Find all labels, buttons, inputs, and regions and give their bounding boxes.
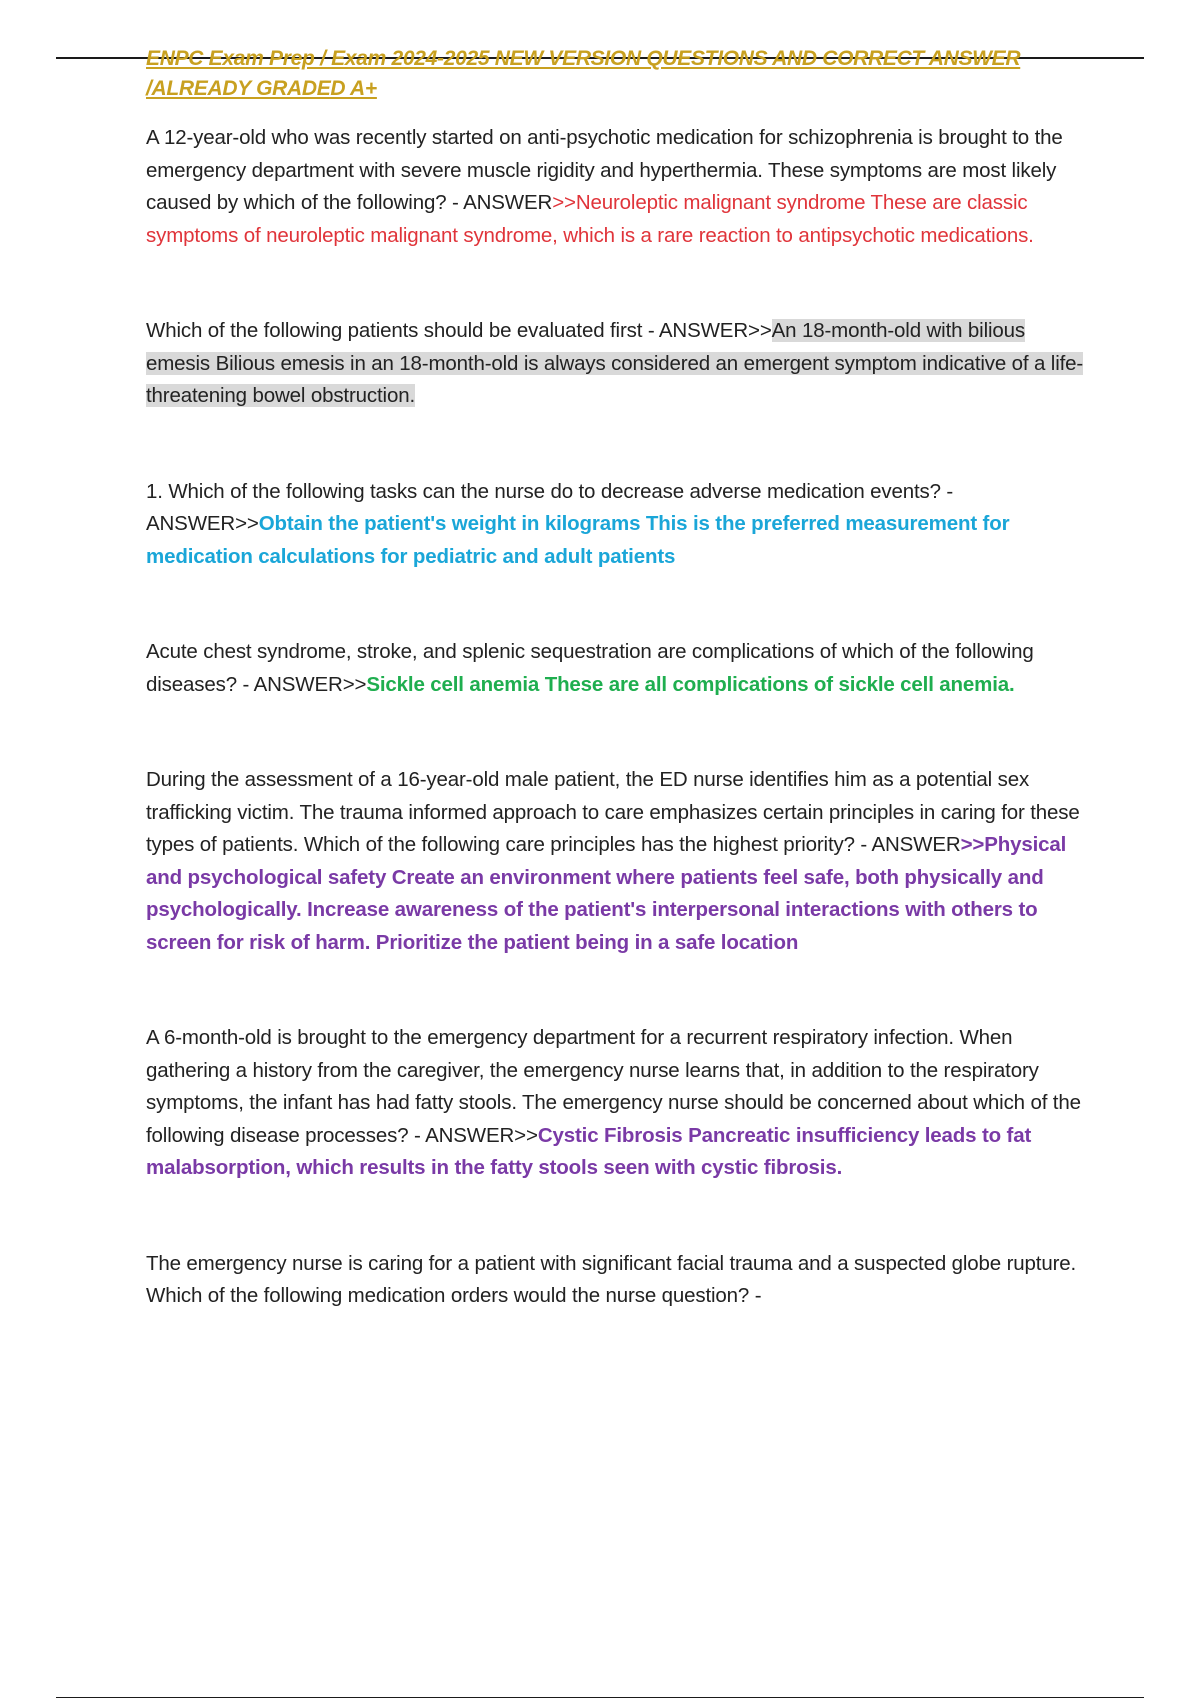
answer-arrow: >> [552, 191, 576, 214]
question-text: The emergency nurse is caring for a patient with significant facial trauma and a suspected globe rupture. Which of the following medication orders would the nurse question? - [146, 1251, 1077, 1307]
answer-arrow: >> [235, 512, 259, 535]
qa-item-6 [146, 1022, 1092, 1185]
qa-item-1 [146, 122, 1092, 252]
answer-arrow: >> [748, 319, 772, 342]
qa-item-4 [146, 636, 1092, 701]
question-text: 1. Which of the following tasks can the nurse do to decrease adverse medication events? - ANSWER [146, 479, 954, 535]
document-title: ENPC Exam Prep / Exam 2024-2025 NEW VERSION QUESTIONS AND CORRECT ANSWER /ALREADY GRADED A+ [146, 47, 1021, 100]
question-text: Acute chest syndrome, stroke, and splenic sequestration are complications of which of the following diseases? - ANSWER [146, 640, 1034, 696]
answer-text: Obtain the patient's weight in kilograms This is the preferred measurement for medication calculations for pediatric and adult patients [146, 512, 1010, 568]
document-page [146, 44, 1092, 1313]
qa-item-5 [146, 764, 1092, 959]
answer-arrow: >> [342, 672, 367, 696]
question-text: Which of the following patients should be evaluated first - ANSWER [146, 319, 748, 342]
qa-item-3 [146, 476, 1092, 574]
answer-text: Cystic Fibrosis Pancreatic insufficiency leads to fat malabsorption, which results in the fatty stools seen with cystic fibrosis. [146, 1123, 1032, 1179]
answer-arrow: >> [960, 833, 985, 856]
qa-item-2 [146, 315, 1092, 413]
answer-arrow: >> [514, 1123, 538, 1147]
answer-text-highlighted: An 18-month-old with bilious emesis Bilious emesis in an 18-month-old is always considered an emergent symptom indicative of a life-threatening bowel obstruction. [146, 319, 1084, 407]
answer-text: Neuroleptic malignant syndrome These are classic symptoms of neuroleptic malignant syndrome, which is a rare reaction to antipsychotic medications. [146, 191, 1034, 247]
question-text: A 6-month-old is brought to the emergency department for a recurrent respiratory infection. When gathering a history from the caregiver, the emergency nurse learns that, in addition to the respiratory symptoms, the infant has had fatty stools. The emergency nurse should be concerned about which of the following disease processes? - ANSWER [146, 1026, 1081, 1147]
answer-text: Physical and psychological safety Create an environment where patients feel safe, both physically and psychologically. Increase awareness of the patient's interpersonal interactions with others to screen for risk of harm. Prioritize the patient being in a safe location [146, 833, 1067, 954]
answer-text: Sickle cell anemia These are all complications of sickle cell anemia. [366, 672, 1015, 696]
bottom-rule [56, 1697, 1144, 1698]
question-text: During the assessment of a 16-year-old male patient, the ED nurse identifies him as a potential sex trafficking victim. The trauma informed approach to care emphasizes certain principles in caring for these types of patients. Which of the following care principles has the highest priority? - ANSWER [146, 768, 1080, 856]
qa-item-7 [146, 1248, 1092, 1313]
question-text: A 12-year-old who was recently started on anti-psychotic medication for schizophrenia is brought to the emergency department with severe muscle rigidity and hyperthermia. These symptoms are most likely caused by which of the following? - ANSWER [146, 126, 1063, 214]
